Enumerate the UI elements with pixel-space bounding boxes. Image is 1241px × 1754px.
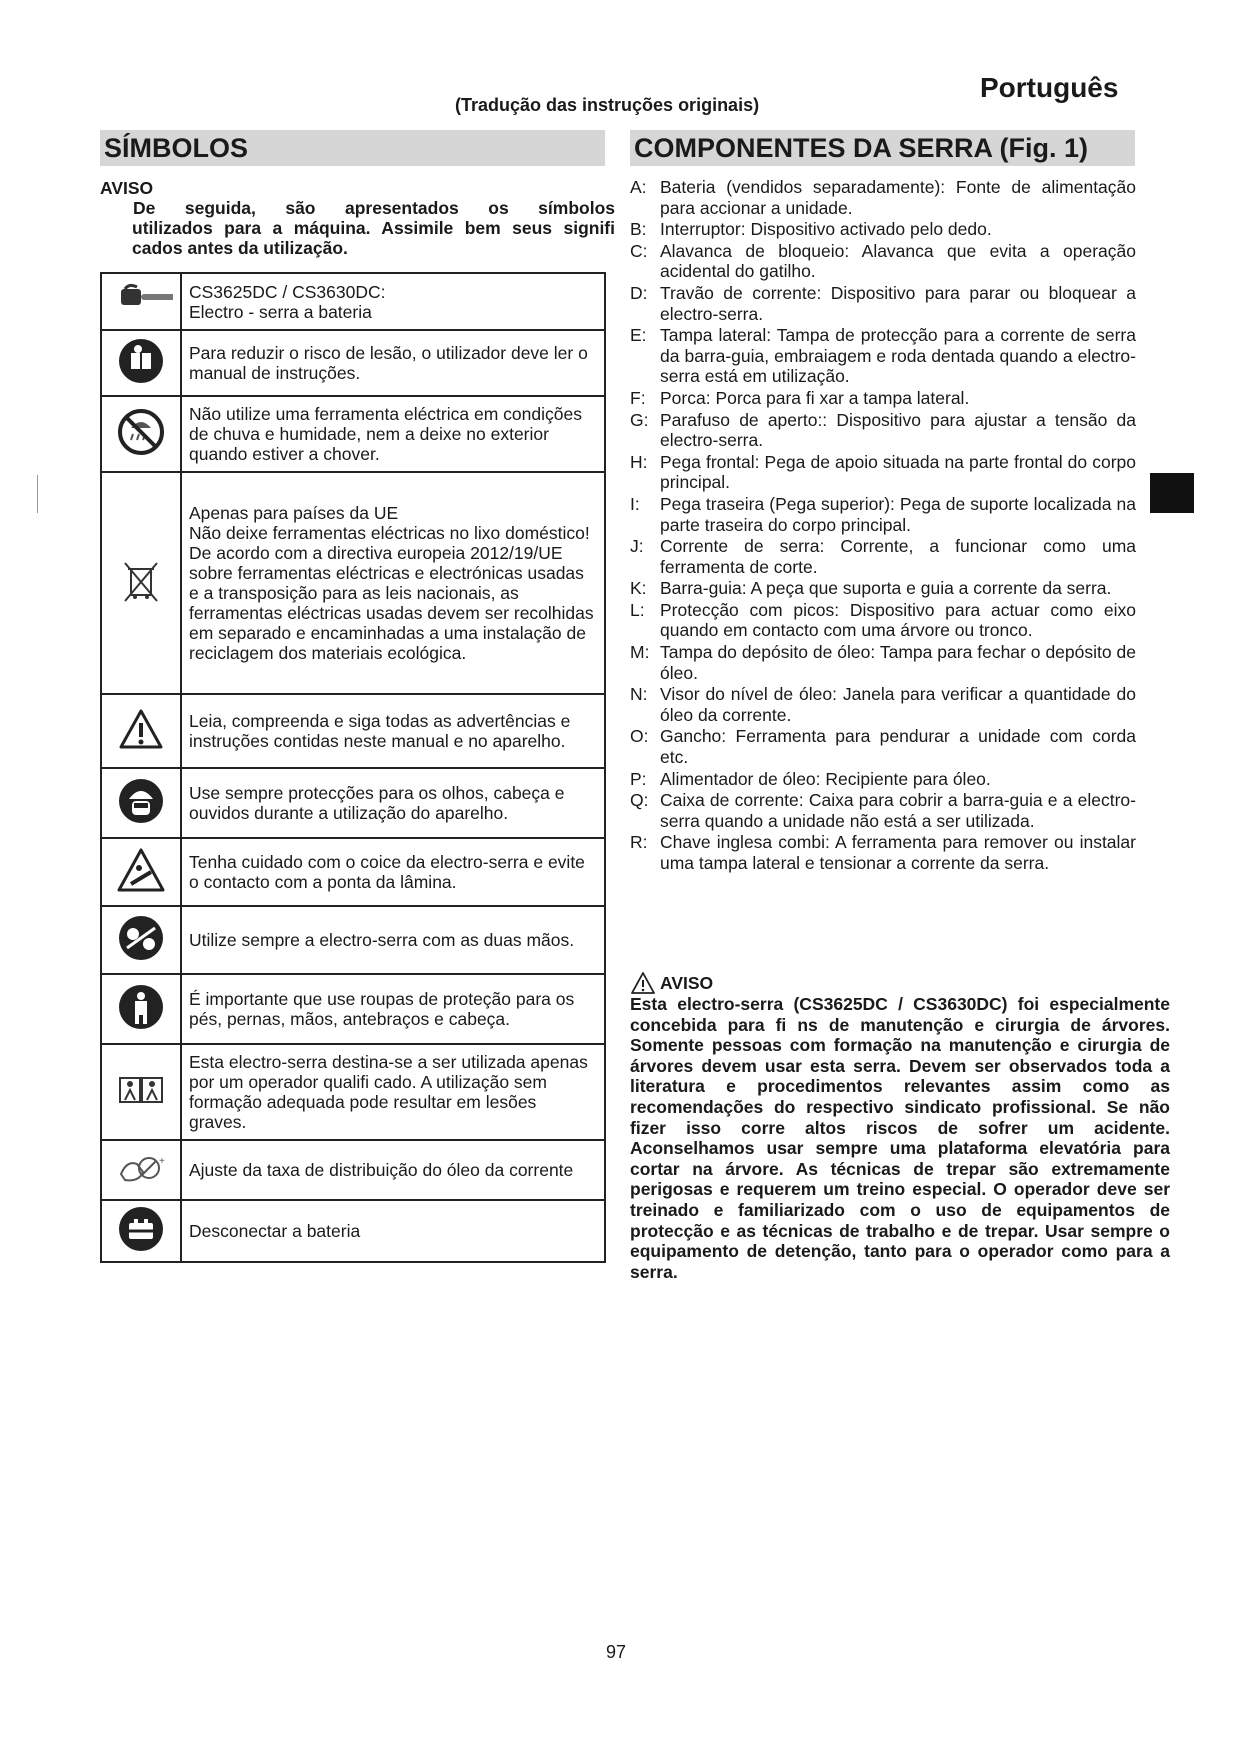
read-manual-icon xyxy=(117,337,165,385)
component-key: B: xyxy=(630,219,647,240)
component-item xyxy=(630,410,1136,451)
warning-title: AVISO xyxy=(100,178,154,198)
symbol-icon-cell xyxy=(101,974,181,1044)
component-key: M: xyxy=(630,642,650,663)
component-item xyxy=(630,283,1136,324)
warning-line: De seguida, são apresentados os símbolos xyxy=(133,198,615,218)
symbol-row xyxy=(101,906,605,974)
component-key: J: xyxy=(630,536,644,557)
component-text: Bateria (vendidos separadamente): Fonte de alimentação para accionar a unidade. xyxy=(660,177,1136,218)
symbol-row xyxy=(101,396,605,472)
symbol-text: Apenas para países da UE Não deixe ferramentas eléctricas no lixo doméstico! De acordo com a directiva europeia 2012/19/UE sobre ferramentas eléctricas e electrónicas usadas e a transposição para as leis nacionais, as ferramentas eléctricas usadas devem ser recolhidas em separado e encaminhadas a uma instalação de reciclagem dos materiais ecológica. xyxy=(181,472,605,694)
weee-bin-icon xyxy=(117,557,165,605)
qualified-operator-icon xyxy=(110,1066,172,1114)
warning-header xyxy=(630,972,1170,994)
component-item xyxy=(630,241,1136,282)
warning-body xyxy=(100,198,615,258)
symbol-text: CS3625DC / CS3630DC: Electro - serra a bateria xyxy=(181,273,605,330)
section-tab-marker xyxy=(1150,473,1194,513)
symbol-row xyxy=(101,273,605,330)
component-key: D: xyxy=(630,282,648,303)
component-text: Alavanca de bloqueio: Alavanca que evita a operação acidental do gatilho. xyxy=(660,240,1136,282)
oil-rate-icon xyxy=(110,1144,172,1192)
component-key: I: xyxy=(630,493,640,514)
symbol-row xyxy=(101,1044,605,1140)
section-title-symbols: SÍMBOLOS xyxy=(100,130,605,166)
component-text: Barra-guia: A peça que suporta e guia a corrente da serra. xyxy=(660,578,1112,599)
component-item xyxy=(630,642,1136,683)
symbol-text: Desconectar a bateria xyxy=(181,1200,605,1262)
component-key: K: xyxy=(630,578,647,599)
symbol-text: É importante que use roupas de proteção para os pés, pernas, mãos, antebraços e cabeça. xyxy=(181,974,605,1044)
symbol-icon-cell xyxy=(101,1044,181,1140)
components-warning xyxy=(630,972,1170,1282)
warning-triangle-icon xyxy=(630,972,656,994)
component-text: Tampa lateral: Tampa de protecção para a corrente de serra da barra-guia, embraiagem e roda dentada quando a electro-serra está em utilização. xyxy=(660,325,1136,387)
component-text: Corrente de serra: Corrente, a funcionar como uma ferramenta de corte. xyxy=(660,536,1136,577)
component-text: Alimentador de óleo: Recipiente para óleo. xyxy=(660,768,991,789)
symbol-row xyxy=(101,472,605,694)
component-key: F: xyxy=(630,387,646,408)
component-item xyxy=(630,578,1136,599)
symbol-text: Para reduzir o risco de lesão, o utilizador deve ler o manual de instruções. xyxy=(181,330,605,396)
component-text: Pega traseira (Pega superior): Pega de suporte localizada na parte traseira do corpo principal. xyxy=(660,493,1136,535)
symbol-row xyxy=(101,1140,605,1200)
head-protection-icon xyxy=(117,777,165,825)
symbol-row xyxy=(101,694,605,768)
component-key: E: xyxy=(630,325,647,346)
symbol-text: Ajuste da taxa de distribuição do óleo da corrente xyxy=(181,1140,605,1200)
component-item xyxy=(630,494,1136,535)
section-title-components: COMPONENTES DA SERRA (Fig. 1) xyxy=(630,130,1135,166)
chainsaw-icon xyxy=(109,275,173,323)
component-text: Chave inglesa combi: A ferramenta para remover ou instalar uma tampa lateral e tensionar a corrente da serra. xyxy=(660,832,1136,873)
component-item xyxy=(630,177,1136,218)
component-key: G: xyxy=(630,409,649,430)
component-key: C: xyxy=(630,240,648,261)
component-key: N: xyxy=(630,684,648,705)
component-text: Porca: Porca para fi xar a tampa lateral. xyxy=(660,387,970,408)
disconnect-battery-icon xyxy=(117,1205,165,1253)
component-text: Interruptor: Dispositivo activado pelo dedo. xyxy=(660,219,992,240)
warning-title: AVISO xyxy=(660,972,714,993)
two-hands-icon xyxy=(117,914,165,962)
symbol-icon-cell xyxy=(101,396,181,472)
component-key: H: xyxy=(630,451,648,472)
no-rain-icon xyxy=(117,408,165,456)
symbol-icon-cell xyxy=(101,906,181,974)
kickback-icon xyxy=(117,846,165,894)
symbol-text: Utilize sempre a electro-serra com as duas mãos. xyxy=(181,906,605,974)
component-text: Parafuso de aperto:: Dispositivo para ajustar a tensão da electro-serra. xyxy=(660,409,1136,451)
page-number: 97 xyxy=(606,1642,627,1662)
component-key: P: xyxy=(630,768,647,789)
symbol-icon-cell xyxy=(101,1140,181,1200)
symbols-table xyxy=(100,272,606,1263)
language-label: Português xyxy=(980,72,1119,103)
symbol-text: Não utilize uma ferramenta eléctrica em condições de chuva e humidade, nem a deixe no exterior quando estiver a chover. xyxy=(181,396,605,472)
symbol-row xyxy=(101,768,605,838)
symbol-icon-cell xyxy=(101,472,181,694)
component-text: Pega frontal: Pega de apoio situada na parte frontal do corpo principal. xyxy=(660,451,1136,493)
component-item xyxy=(630,790,1136,831)
component-item xyxy=(630,452,1136,493)
component-item xyxy=(630,832,1136,873)
symbol-row xyxy=(101,974,605,1044)
component-text: Protecção com picos: Dispositivo para actuar como eixo quando em contacto com uma árvore ou tronco. xyxy=(660,599,1136,641)
symbol-icon-cell xyxy=(101,768,181,838)
component-item xyxy=(630,536,1136,577)
warning-line: utilizados para a máquina. Assimile bem seus signifi cados antes da utilização. xyxy=(132,218,615,258)
symbol-icon-cell xyxy=(101,1200,181,1262)
symbol-row xyxy=(101,1200,605,1262)
component-key: Q: xyxy=(630,790,649,811)
symbol-icon-cell xyxy=(101,273,181,330)
warning-triangle-icon xyxy=(117,705,165,753)
component-item xyxy=(630,769,1136,790)
symbol-row xyxy=(101,330,605,396)
component-item xyxy=(630,726,1136,767)
symbol-icon-cell xyxy=(101,838,181,906)
symbol-icon-cell xyxy=(101,694,181,768)
document-subtitle: (Tradução das instruções originais) xyxy=(455,95,760,115)
component-text: Visor do nível de óleo: Janela para verificar a quantidade do óleo da corrente. xyxy=(660,684,1136,725)
component-item xyxy=(630,684,1136,725)
component-text: Gancho: Ferramenta para pendurar a unidade com corda etc. xyxy=(660,726,1136,768)
component-text: Tampa do depósito de óleo: Tampa para fechar o depósito de óleo. xyxy=(660,642,1136,683)
symbol-text: Tenha cuidado com o coice da electro-serra e evite o contacto com a ponta da lâmina. xyxy=(181,838,605,906)
warning-body: Esta electro-serra (CS3625DC / CS3630DC) foi especialmente concebida para fi ns de manutenção e cirurgia de árvores. Somente pessoas com formação na manutenção e cirurgia de árvores devem usar esta serra. Devem ser observados toda a literatura e procedimentos relevantes assim como as recomendações do respectivo sindicato profissional. Se não fizer isso corre altos riscos de sofrer um acidente. Aconselhamos usar sempre uma plataforma elevatória para cortar na árvore. As técnicas de trepar são extremamente perigosas e requerem um treino especial. O operador deve ser treinado e familiarizado com o uso de equipamentos de protecção e as técnicas de trabalho e de trepar. Usar sempre o equipamento de detenção, tanto para o operador como para a serra. xyxy=(630,994,1170,1282)
component-key: A: xyxy=(630,177,647,197)
symbol-text: Leia, compreenda e siga todas as advertências e instruções contidas neste manual e no aparelho. xyxy=(181,694,605,768)
component-key: L: xyxy=(630,599,645,620)
component-item xyxy=(630,388,1136,409)
symbol-text: Esta electro-serra destina-se a ser utilizada apenas por um operador qualifi cado. A utilização sem formação adequada pode resultar em lesões graves. xyxy=(181,1044,605,1140)
component-key: R: xyxy=(630,832,648,853)
component-text: Travão de corrente: Dispositivo para parar ou bloquear a electro-serra. xyxy=(660,282,1136,324)
component-key: O: xyxy=(630,726,649,747)
symbol-text: Use sempre protecções para os olhos, cabeça e ouvidos durante a utilização do aparelho. xyxy=(181,768,605,838)
symbol-icon-cell xyxy=(101,330,181,396)
margin-rule xyxy=(37,475,38,513)
protective-clothing-icon xyxy=(117,983,165,1031)
component-item xyxy=(630,219,1136,240)
component-item xyxy=(630,325,1136,387)
symbols-warning xyxy=(100,178,615,258)
component-item xyxy=(630,600,1136,641)
components-list xyxy=(630,177,1136,875)
svg-text:+: + xyxy=(159,1155,165,1167)
component-text: Caixa de corrente: Caixa para cobrir a barra-guia e a electro-serra quando a unidade não está a ser utilizada. xyxy=(660,790,1136,831)
symbol-row xyxy=(101,838,605,906)
